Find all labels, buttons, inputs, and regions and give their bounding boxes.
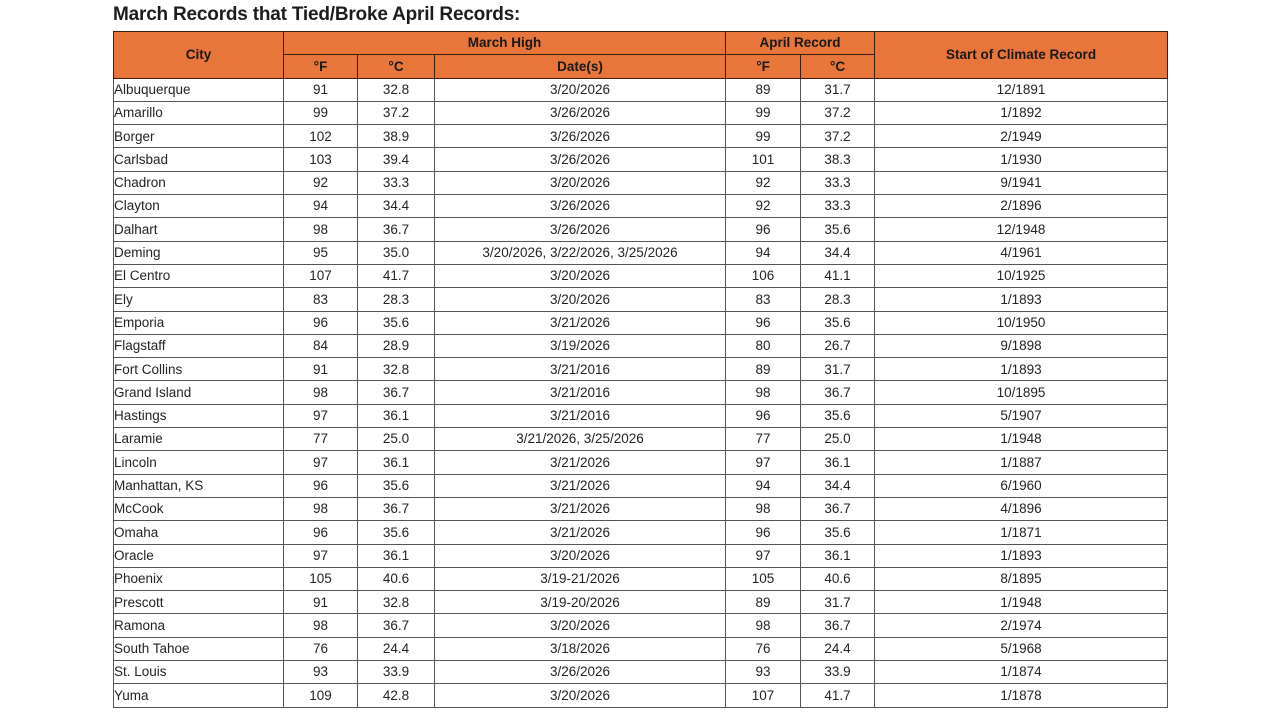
cell-march-celsius: 24.4 (358, 637, 435, 660)
cell-dates: 3/21/2016 (435, 381, 726, 404)
cell-march-celsius: 39.4 (358, 148, 435, 171)
cell-april-fahrenheit: 77 (726, 428, 801, 451)
cell-april-celsius: 24.4 (801, 637, 875, 660)
cell-march-fahrenheit: 99 (284, 101, 358, 124)
cell-dates: 3/26/2026 (435, 148, 726, 171)
cell-city: South Tahoe (114, 637, 284, 660)
cell-city: Hastings (114, 404, 284, 427)
cell-april-fahrenheit: 83 (726, 288, 801, 311)
table-row (114, 637, 1168, 660)
cell-april-fahrenheit: 96 (726, 521, 801, 544)
cell-march-celsius: 36.7 (358, 381, 435, 404)
cell-dates: 3/21/2026 (435, 474, 726, 497)
cell-march-celsius: 32.8 (358, 591, 435, 614)
cell-april-celsius: 36.1 (801, 451, 875, 474)
cell-start-of-climate-record: 4/1961 (875, 241, 1168, 264)
cell-start-of-climate-record: 12/1891 (875, 78, 1168, 101)
cell-dates: 3/26/2026 (435, 661, 726, 684)
cell-april-celsius: 34.4 (801, 474, 875, 497)
column-header-march-celsius: °C (358, 55, 435, 78)
cell-april-fahrenheit: 98 (726, 614, 801, 637)
cell-april-celsius: 41.1 (801, 264, 875, 287)
cell-april-celsius: 38.3 (801, 148, 875, 171)
cell-april-celsius: 33.3 (801, 195, 875, 218)
cell-march-celsius: 32.8 (358, 78, 435, 101)
cell-april-celsius: 34.4 (801, 241, 875, 264)
cell-dates: 3/21/2026 (435, 451, 726, 474)
table-row (114, 661, 1168, 684)
cell-city: Clayton (114, 195, 284, 218)
cell-march-celsius: 36.1 (358, 451, 435, 474)
column-header-start-of-climate-record: Start of Climate Record (875, 32, 1168, 79)
cell-april-fahrenheit: 80 (726, 334, 801, 357)
cell-march-fahrenheit: 98 (284, 218, 358, 241)
cell-april-fahrenheit: 98 (726, 381, 801, 404)
cell-march-fahrenheit: 98 (284, 381, 358, 404)
cell-april-celsius: 36.1 (801, 544, 875, 567)
cell-april-celsius: 31.7 (801, 358, 875, 381)
cell-march-fahrenheit: 97 (284, 404, 358, 427)
cell-march-fahrenheit: 105 (284, 567, 358, 590)
cell-april-celsius: 33.9 (801, 661, 875, 684)
cell-march-fahrenheit: 103 (284, 148, 358, 171)
table-row (114, 404, 1168, 427)
table-row (114, 684, 1168, 707)
table-row (114, 218, 1168, 241)
cell-city: Fort Collins (114, 358, 284, 381)
cell-city: Oracle (114, 544, 284, 567)
table-row (114, 521, 1168, 544)
cell-start-of-climate-record: 5/1907 (875, 404, 1168, 427)
cell-march-celsius: 35.6 (358, 474, 435, 497)
cell-dates: 3/21/2016 (435, 404, 726, 427)
cell-march-celsius: 36.7 (358, 497, 435, 520)
cell-march-fahrenheit: 109 (284, 684, 358, 707)
cell-march-fahrenheit: 102 (284, 125, 358, 148)
table-row (114, 428, 1168, 451)
cell-march-fahrenheit: 91 (284, 78, 358, 101)
table-row (114, 451, 1168, 474)
cell-city: Borger (114, 125, 284, 148)
column-header-dates: Date(s) (435, 55, 726, 78)
cell-april-fahrenheit: 99 (726, 101, 801, 124)
cell-start-of-climate-record: 1/1878 (875, 684, 1168, 707)
cell-march-fahrenheit: 95 (284, 241, 358, 264)
cell-march-fahrenheit: 96 (284, 474, 358, 497)
cell-start-of-climate-record: 1/1893 (875, 544, 1168, 567)
cell-april-fahrenheit: 101 (726, 148, 801, 171)
cell-march-fahrenheit: 98 (284, 497, 358, 520)
cell-march-celsius: 35.0 (358, 241, 435, 264)
cell-dates: 3/19-21/2026 (435, 567, 726, 590)
cell-dates: 3/19/2026 (435, 334, 726, 357)
cell-april-celsius: 36.7 (801, 614, 875, 637)
cell-dates: 3/26/2026 (435, 195, 726, 218)
cell-dates: 3/20/2026 (435, 264, 726, 287)
cell-march-fahrenheit: 96 (284, 311, 358, 334)
cell-april-fahrenheit: 89 (726, 78, 801, 101)
cell-april-fahrenheit: 94 (726, 474, 801, 497)
cell-dates: 3/21/2026 (435, 521, 726, 544)
cell-dates: 3/20/2026 (435, 614, 726, 637)
table-row (114, 195, 1168, 218)
cell-april-celsius: 37.2 (801, 125, 875, 148)
cell-march-celsius: 36.1 (358, 544, 435, 567)
cell-dates: 3/21/2026, 3/25/2026 (435, 428, 726, 451)
cell-april-fahrenheit: 92 (726, 171, 801, 194)
column-header-city: City (114, 32, 284, 79)
cell-start-of-climate-record: 1/1887 (875, 451, 1168, 474)
march-april-records-table (113, 31, 1168, 708)
cell-start-of-climate-record: 1/1948 (875, 591, 1168, 614)
cell-march-celsius: 41.7 (358, 264, 435, 287)
table-row (114, 171, 1168, 194)
cell-city: Albuquerque (114, 78, 284, 101)
cell-march-fahrenheit: 94 (284, 195, 358, 218)
cell-city: Phoenix (114, 567, 284, 590)
cell-city: Flagstaff (114, 334, 284, 357)
cell-start-of-climate-record: 1/1893 (875, 288, 1168, 311)
cell-dates: 3/26/2026 (435, 125, 726, 148)
cell-start-of-climate-record: 1/1893 (875, 358, 1168, 381)
table-row (114, 288, 1168, 311)
cell-march-celsius: 34.4 (358, 195, 435, 218)
cell-march-fahrenheit: 92 (284, 171, 358, 194)
cell-april-celsius: 37.2 (801, 101, 875, 124)
table-row (114, 614, 1168, 637)
column-group-header-april-record: April Record (726, 32, 875, 55)
column-header-april-fahrenheit: °F (726, 55, 801, 78)
table-row (114, 101, 1168, 124)
cell-march-fahrenheit: 91 (284, 358, 358, 381)
cell-march-fahrenheit: 76 (284, 637, 358, 660)
cell-march-celsius: 35.6 (358, 521, 435, 544)
cell-start-of-climate-record: 5/1968 (875, 637, 1168, 660)
cell-april-celsius: 35.6 (801, 404, 875, 427)
cell-city: Carlsbad (114, 148, 284, 171)
cell-april-fahrenheit: 97 (726, 544, 801, 567)
cell-april-celsius: 35.6 (801, 218, 875, 241)
cell-april-celsius: 35.6 (801, 521, 875, 544)
cell-march-fahrenheit: 107 (284, 264, 358, 287)
cell-city: Amarillo (114, 101, 284, 124)
cell-march-celsius: 36.7 (358, 218, 435, 241)
cell-start-of-climate-record: 10/1950 (875, 311, 1168, 334)
cell-april-fahrenheit: 94 (726, 241, 801, 264)
table-row (114, 78, 1168, 101)
cell-april-fahrenheit: 97 (726, 451, 801, 474)
cell-april-fahrenheit: 93 (726, 661, 801, 684)
cell-march-fahrenheit: 91 (284, 591, 358, 614)
cell-city: Grand Island (114, 381, 284, 404)
table-body (114, 78, 1168, 707)
cell-start-of-climate-record: 9/1898 (875, 334, 1168, 357)
cell-city: Prescott (114, 591, 284, 614)
cell-start-of-climate-record: 4/1896 (875, 497, 1168, 520)
cell-april-fahrenheit: 76 (726, 637, 801, 660)
cell-dates: 3/21/2016 (435, 358, 726, 381)
cell-april-fahrenheit: 89 (726, 591, 801, 614)
column-group-header-march-high: March High (284, 32, 726, 55)
cell-march-celsius: 35.6 (358, 311, 435, 334)
table-row (114, 544, 1168, 567)
cell-april-fahrenheit: 107 (726, 684, 801, 707)
cell-city: Dalhart (114, 218, 284, 241)
cell-march-fahrenheit: 97 (284, 544, 358, 567)
cell-march-celsius: 33.3 (358, 171, 435, 194)
table-row (114, 148, 1168, 171)
cell-april-fahrenheit: 106 (726, 264, 801, 287)
cell-march-celsius: 32.8 (358, 358, 435, 381)
cell-start-of-climate-record: 2/1974 (875, 614, 1168, 637)
cell-start-of-climate-record: 1/1874 (875, 661, 1168, 684)
cell-city: St. Louis (114, 661, 284, 684)
cell-dates: 3/20/2026 (435, 78, 726, 101)
cell-city: McCook (114, 497, 284, 520)
cell-april-fahrenheit: 96 (726, 218, 801, 241)
cell-dates: 3/21/2026 (435, 497, 726, 520)
cell-start-of-climate-record: 9/1941 (875, 171, 1168, 194)
cell-start-of-climate-record: 2/1949 (875, 125, 1168, 148)
cell-dates: 3/18/2026 (435, 637, 726, 660)
cell-city: Yuma (114, 684, 284, 707)
cell-april-celsius: 33.3 (801, 171, 875, 194)
cell-dates: 3/21/2026 (435, 311, 726, 334)
cell-city: Manhattan, KS (114, 474, 284, 497)
cell-dates: 3/20/2026 (435, 684, 726, 707)
records-table-container (113, 31, 1167, 708)
cell-city: Omaha (114, 521, 284, 544)
cell-march-celsius: 28.9 (358, 334, 435, 357)
cell-march-celsius: 36.1 (358, 404, 435, 427)
table-row (114, 264, 1168, 287)
cell-march-fahrenheit: 96 (284, 521, 358, 544)
table-row (114, 567, 1168, 590)
cell-march-celsius: 37.2 (358, 101, 435, 124)
table-row (114, 241, 1168, 264)
cell-start-of-climate-record: 1/1892 (875, 101, 1168, 124)
cell-start-of-climate-record: 8/1895 (875, 567, 1168, 590)
cell-start-of-climate-record: 1/1930 (875, 148, 1168, 171)
cell-dates: 3/20/2026, 3/22/2026, 3/25/2026 (435, 241, 726, 264)
cell-march-fahrenheit: 97 (284, 451, 358, 474)
cell-april-celsius: 36.7 (801, 497, 875, 520)
cell-city: Emporia (114, 311, 284, 334)
cell-start-of-climate-record: 1/1871 (875, 521, 1168, 544)
cell-start-of-climate-record: 1/1948 (875, 428, 1168, 451)
cell-start-of-climate-record: 10/1925 (875, 264, 1168, 287)
cell-city: Lincoln (114, 451, 284, 474)
cell-march-celsius: 40.6 (358, 567, 435, 590)
cell-april-celsius: 35.6 (801, 311, 875, 334)
cell-march-fahrenheit: 83 (284, 288, 358, 311)
cell-april-celsius: 31.7 (801, 78, 875, 101)
cell-city: Ramona (114, 614, 284, 637)
table-row (114, 474, 1168, 497)
cell-dates: 3/20/2026 (435, 544, 726, 567)
table-row (114, 497, 1168, 520)
cell-march-celsius: 28.3 (358, 288, 435, 311)
column-header-april-celsius: °C (801, 55, 875, 78)
page-title: March Records that Tied/Broke April Records: (113, 4, 521, 25)
cell-april-celsius: 28.3 (801, 288, 875, 311)
table-header-group-row (114, 32, 1168, 55)
cell-april-celsius: 31.7 (801, 591, 875, 614)
cell-april-fahrenheit: 89 (726, 358, 801, 381)
cell-march-fahrenheit: 84 (284, 334, 358, 357)
cell-march-celsius: 33.9 (358, 661, 435, 684)
cell-april-celsius: 26.7 (801, 334, 875, 357)
cell-april-fahrenheit: 98 (726, 497, 801, 520)
cell-dates: 3/26/2026 (435, 101, 726, 124)
cell-april-celsius: 41.7 (801, 684, 875, 707)
cell-dates: 3/20/2026 (435, 288, 726, 311)
cell-april-fahrenheit: 105 (726, 567, 801, 590)
table-row (114, 311, 1168, 334)
cell-start-of-climate-record: 10/1895 (875, 381, 1168, 404)
cell-march-celsius: 42.8 (358, 684, 435, 707)
cell-start-of-climate-record: 6/1960 (875, 474, 1168, 497)
cell-city: El Centro (114, 264, 284, 287)
table-row (114, 334, 1168, 357)
table-row (114, 125, 1168, 148)
cell-april-fahrenheit: 96 (726, 404, 801, 427)
table-row (114, 358, 1168, 381)
cell-march-fahrenheit: 98 (284, 614, 358, 637)
cell-start-of-climate-record: 2/1896 (875, 195, 1168, 218)
table-header (114, 32, 1168, 79)
cell-city: Laramie (114, 428, 284, 451)
cell-april-celsius: 40.6 (801, 567, 875, 590)
cell-dates: 3/26/2026 (435, 218, 726, 241)
cell-april-fahrenheit: 96 (726, 311, 801, 334)
cell-start-of-climate-record: 12/1948 (875, 218, 1168, 241)
table-row (114, 381, 1168, 404)
cell-dates: 3/20/2026 (435, 171, 726, 194)
cell-march-celsius: 36.7 (358, 614, 435, 637)
cell-april-celsius: 36.7 (801, 381, 875, 404)
cell-march-celsius: 38.9 (358, 125, 435, 148)
table-row (114, 591, 1168, 614)
cell-city: Ely (114, 288, 284, 311)
cell-april-celsius: 25.0 (801, 428, 875, 451)
cell-dates: 3/19-20/2026 (435, 591, 726, 614)
column-header-march-fahrenheit: °F (284, 55, 358, 78)
cell-march-celsius: 25.0 (358, 428, 435, 451)
cell-city: Chadron (114, 171, 284, 194)
cell-april-fahrenheit: 92 (726, 195, 801, 218)
cell-april-fahrenheit: 99 (726, 125, 801, 148)
cell-city: Deming (114, 241, 284, 264)
cell-march-fahrenheit: 77 (284, 428, 358, 451)
cell-march-fahrenheit: 93 (284, 661, 358, 684)
